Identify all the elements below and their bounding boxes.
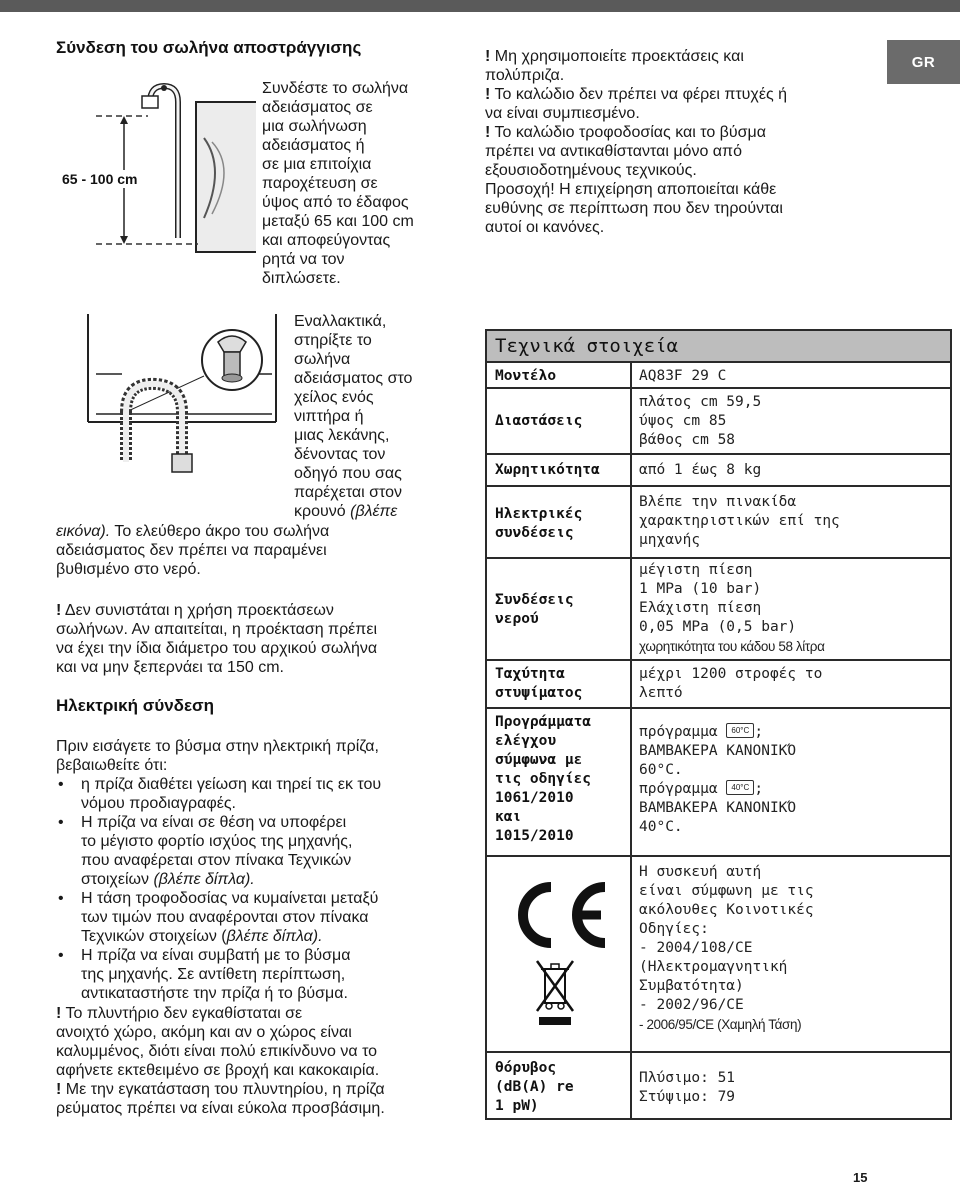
row-spin-speed: Ταχύτητα στυψίματος μέχρι 1200 στροφές το λεπτό <box>487 661 950 709</box>
row-water: Συνδέσεις νερού μέγιστη πίεση 1 MPa (10 bar) Ελάχιστη πίεση 0,05 MPa (0,5 bar) χωρητικότητα του κάδου 58 λίτρα <box>487 559 950 661</box>
sink-hose-illustration <box>86 312 286 512</box>
check-plug-compatibility: • Η πρίζα να είναι συμβατή με το βύσμα της μηχανής. Σε αντίθετη περίπτωση, αντικαταστήστε την πρίζα ή το βύσμα. <box>56 946 476 1003</box>
temp-40-icon: 40°C <box>726 780 754 795</box>
drain-paragraph-2-tail: εικόνα). Το ελεύθερο άκρο του σωλήνα αδειάσματος δεν πρέπει να παραμένει βυθισμένο στο νερό. <box>56 523 330 578</box>
row-dimensions: Διαστάσεις πλάτος cm 59,5 ύψος cm 85 βάθος cm 58 <box>487 389 950 455</box>
row-capacity: Χωρητικότητα από 1 έως 8 kg <box>487 455 950 487</box>
row-electric: Ηλεκτρικές συνδέσεις Βλέπε την πινακίδα χαρακτηριστικών επί της μηχανής <box>487 487 950 559</box>
language-tab-label: GR <box>911 53 936 71</box>
row-test-programs: Προγράμματα ελέγχου σύμφωνα με τις οδηγίες 1061/2010 και 1015/2010 πρόγραμμα 60°C ; ΒΑΜΒΑΚΕΡΑ ΚΑΝΟΝΙΚΌ 60°C. πρόγραμμα 40°C ; ΒΑΜΒΑΚΕΡΑ ΚΑΝΟΝΙΚΌ 40°C. <box>487 709 950 857</box>
page-number: 15 <box>853 1170 868 1185</box>
drain-paragraph-1: Συνδέστε το σωλήνα αδειάσματος σε μια σωλήνωση αδειάσματος ή σε μια επιτοίχια παροχέτευση σε ύψος από το έδαφος μεταξύ 65 και 100 cm και αποφεύγοντας ρητά να τον διπλώσετε. <box>262 80 414 287</box>
drain-paragraph-2: Εναλλακτικά, στηρίξτε το σωλήνα αδειάσματος στο χείλος ενός νιπτήρα ή μιας λεκάνης, δένοντας τον οδηγό που σας παρέχεται στον κρουνό (βλέπε <box>294 313 413 520</box>
dimension-label: 65 - 100 cm <box>62 171 138 187</box>
drain-hose-title: Σύνδεση του σωλήνα αποστράγγισης <box>56 38 362 57</box>
check-max-load: • Η πρίζα να είναι σε θέση να υποφέρει το μέγιστο φορτίο ισχύος της μηχανής, που αναφέρεται στον πίνακα Τεχνικών στοιχείων (βλέπε δίπλα). <box>56 813 476 889</box>
weee-bin-icon <box>535 959 575 1029</box>
row-model: Μοντέλο AQ83F 29 C <box>487 363 950 389</box>
row-conformity: Η συσκευή αυτή είναι σύμφωνη με τις ακόλουθες Κοινοτικές Οδηγίες: - 2004/108/CE (Ηλεκτρομαγνητική Συμβατότητα) - 2002/96/CE - 2006/95/CE (Χαμηλή Τάση) <box>487 857 950 1053</box>
cable-warnings: ! Μη χρησιμοποιείτε προεκτάσεις και πολύπριζα. ! Το καλώδιο δεν πρέπει να φέρει πτυχές ή να είναι συμπιεσμένο. ! Το καλώδιο τροφοδοσίας και το βύσμα πρέπει να αντικαθίστανται μόνο από εξουσιοδοτημένους τεχνικούς. Προσοχή! Η επιχείρηση αποποιείται κάθε ευθύνης σε περίπτωση που δεν τηρούνται αυτοί οι κανόνες. <box>485 48 788 236</box>
language-tab <box>887 40 960 84</box>
electric-connection-title: Ηλεκτρική σύνδεση <box>56 696 215 715</box>
extension-warning: ! Δεν συνιστάται η χρήση προεκτάσεων σωλήνων. Αν απαιτείται, η προέκταση πρέπει να έχει την ίδια διάμετρο του αρχικού σωλήνα και να μην ξεπερνάει τα 150 cm. <box>56 602 378 676</box>
top-bar <box>0 0 960 12</box>
ce-mark-icon <box>501 879 613 951</box>
tech-table-title: Τεχνικά στοιχεία <box>495 335 679 357</box>
outdoor-warning: ! Το πλυντήριο δεν εγκαθίσταται σε ανοιχτό χώρο, ακόμη και αν ο χώρος είναι καλυμμένος, διότι είναι πολύ επικίνδυνο να το αφήνετε εκτεθειμένο σε βροχή και κακοκαιρία. ! Με την εγκατάσταση του πλυντηρίου, η πρίζα ρεύματος πρέπει να είναι εύκολα προσβάσιμη. <box>56 1005 385 1117</box>
electric-checklist <box>56 775 476 1003</box>
check-voltage: • Η τάση τροφοδοσίας να κυμαίνεται μεταξύ των τιμών που αναφέρονται στον πίνακα Τεχνικών στοιχείων (βλέπε δίπλα). <box>56 889 476 946</box>
temp-60-icon: 60°C <box>726 723 754 738</box>
row-noise: θόρυβος (dB(A) re 1 pW) Πλύσιμο: 51 Στύψιμο: 79 <box>495 1060 736 1114</box>
technical-data-table <box>485 329 952 1120</box>
tech-table-header <box>487 331 950 363</box>
electric-intro: Πριν εισάγετε το βύσμα στην ηλεκτρική πρίζα, βεβαιωθείτε ότι: <box>56 738 379 774</box>
check-grounding: • η πρίζα διαθέτει γείωση και τηρεί τις εκ του νόμου προδιαγραφές. <box>56 775 476 813</box>
